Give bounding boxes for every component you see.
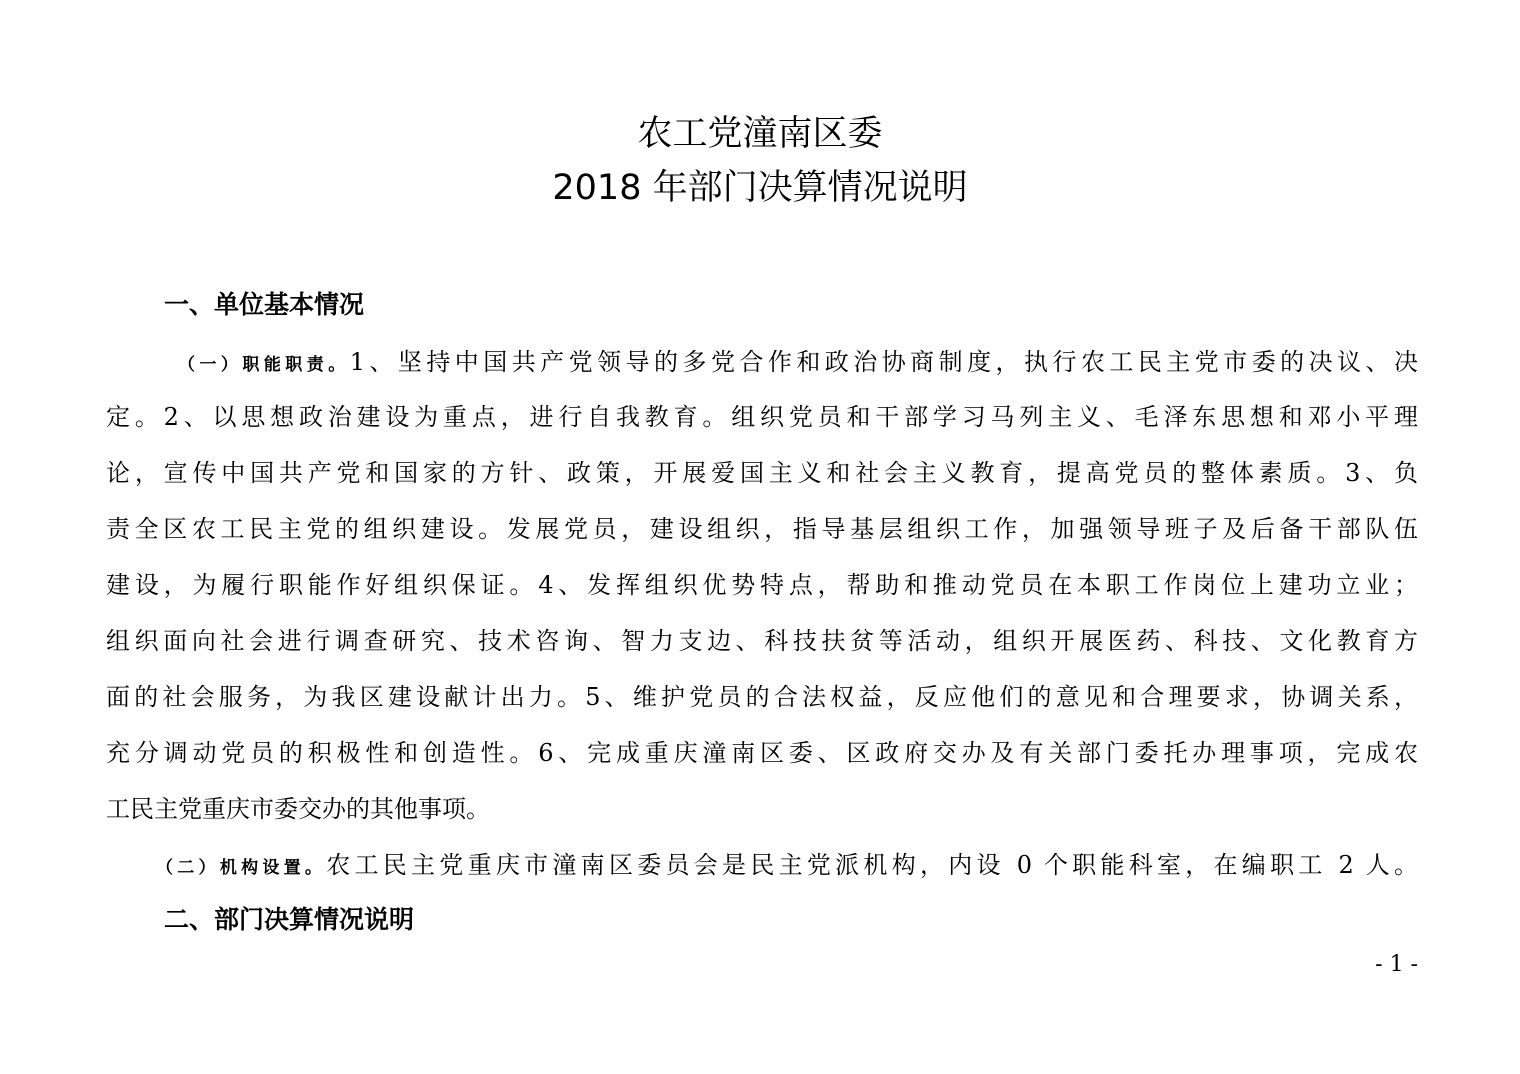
duties-line: 定。2、以思想政治建设为重点，进行自我教育。组织党员和干部学习马列主义、毛泽东思想和邓小平理: [106, 403, 1418, 431]
duties-line: 工民主党重庆市委交办的其他事项。: [106, 795, 490, 823]
document-title-line-2: 2018 年部门决算情况说明: [552, 168, 968, 208]
organization-text: 农工民主党重庆市潼南区委员会是民主党派机构，内设 0 个职能科室，在编职工 2 人。: [326, 851, 1418, 879]
duties-line: [178, 345, 1418, 382]
duties-line: 建设，为履行职能作好组织保证。4、发挥组织优势特点，帮助和推动党员在本职工作岗位上建功立业；: [106, 571, 1418, 599]
duties-line: 组织面向社会进行调查研究、技术咨询、智力支边、科技扶贫等活动，组织开展医药、科技、文化教育方: [106, 627, 1418, 655]
duties-lead: （一）职能职责。: [178, 355, 350, 375]
duties-line: 论，宣传中国共产党和国家的方针、政策，开展爱国主义和社会主义教育，提高党员的整体素质。3、负: [106, 459, 1418, 487]
organization-lead: （二）机构设置。: [156, 858, 327, 878]
duties-line: 责全区农工民主党的组织建设。发展党员，建设组织，指导基层组织工作，加强领导班子及后备干部队伍: [106, 515, 1418, 543]
section-heading-basic-info: 一、单位基本情况: [164, 290, 365, 319]
document-title-line-1: 农工党潼南区委: [637, 114, 883, 154]
duties-line: 面的社会服务，为我区建设献计出力。5、维护党员的合法权益，反应他们的意见和合理要求，协调关系，: [106, 683, 1418, 711]
organization-paragraph: [156, 848, 1418, 885]
duties-line: 充分调动党员的积极性和创造性。6、完成重庆潼南区委、区政府交办及有关部门委托办理事项，完成农: [106, 739, 1418, 767]
duties-line-text: 1、坚持中国共产党领导的多党合作和政治协商制度，执行农工民主党市委的决议、决: [349, 348, 1418, 376]
section-heading-final-accounts: 二、部门决算情况说明: [164, 905, 415, 934]
page-number: - 1 -: [1375, 952, 1418, 977]
